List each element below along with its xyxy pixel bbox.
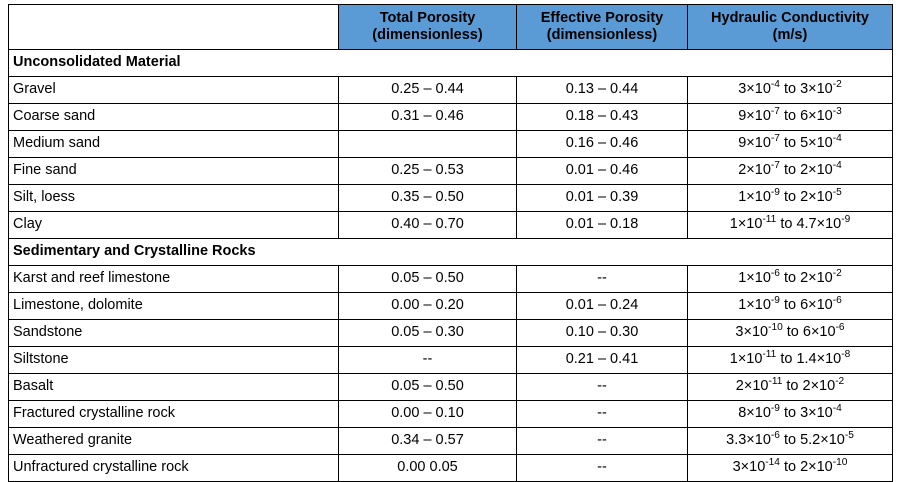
hydraulic-conductivity-value (688, 374, 893, 401)
k-high-exponent: -3 (832, 106, 842, 118)
k-high-mantissa: 3×10 (800, 405, 833, 422)
effective-porosity-value: -- (517, 455, 688, 482)
table-header (9, 5, 893, 50)
k-low-exponent: -10 (768, 322, 783, 334)
header-hydraulic-conductivity-line2: (m/s) (772, 27, 808, 43)
k-high-mantissa: 2×10 (800, 270, 833, 287)
material-name: Unfractured crystalline rock (9, 455, 339, 482)
total-porosity-value: 0.00 0.05 (339, 455, 517, 482)
k-low-exponent: -9 (770, 295, 780, 307)
header-total-porosity-line2: (dimensionless) (372, 27, 483, 43)
hydraulic-conductivity-value (688, 212, 893, 239)
k-low-exponent: -7 (770, 106, 780, 118)
table-body (9, 50, 893, 482)
material-name: Clay (9, 212, 339, 239)
total-porosity-value: 0.05 – 0.50 (339, 266, 517, 293)
hydraulic-conductivity-value (688, 320, 893, 347)
material-name: Limestone, dolomite (9, 293, 339, 320)
table-row (9, 212, 893, 239)
table-row (9, 347, 893, 374)
table-row (9, 158, 893, 185)
effective-porosity-value: -- (517, 374, 688, 401)
material-name: Karst and reef limestone (9, 266, 339, 293)
k-high-mantissa: 5×10 (800, 135, 833, 152)
hydraulic-conductivity-value (688, 266, 893, 293)
effective-porosity-value: 0.01 – 0.24 (517, 293, 688, 320)
k-high-mantissa: 6×10 (800, 108, 833, 125)
group-label: Unconsolidated Material (9, 50, 893, 77)
k-high-mantissa: 2×10 (800, 459, 833, 476)
k-low-mantissa: 8×10 (738, 405, 771, 422)
header-effective-porosity-line2: (dimensionless) (546, 27, 658, 43)
table-row (9, 320, 893, 347)
k-high-mantissa: 6×10 (800, 297, 833, 314)
k-high-mantissa: 4.7×10 (796, 216, 842, 233)
effective-porosity-value: 0.10 – 0.30 (517, 320, 688, 347)
k-low-exponent: -14 (765, 457, 780, 469)
k-high-mantissa: 2×10 (802, 378, 836, 395)
effective-porosity-value: 0.13 – 0.44 (517, 77, 688, 104)
material-name: Gravel (9, 77, 339, 104)
table-row (9, 455, 893, 482)
k-low-mantissa: 3.3×10 (726, 432, 771, 449)
k-low-mantissa: 9×10 (738, 108, 771, 125)
k-low-mantissa: 3×10 (735, 324, 769, 341)
header-total-porosity-line1: Total Porosity (379, 9, 476, 26)
hydraulic-conductivity-value (688, 455, 893, 482)
material-name: Siltstone (9, 347, 339, 374)
k-low-mantissa: 1×10 (729, 351, 763, 368)
k-high-mantissa: 2×10 (800, 189, 833, 206)
table-row (9, 266, 893, 293)
table-row (9, 131, 893, 158)
k-low-exponent: -7 (770, 133, 780, 145)
k-high-exponent: -6 (832, 295, 842, 307)
header-cell-effective-porosity (517, 5, 688, 50)
k-low-mantissa: 1×10 (729, 216, 763, 233)
table-row (9, 185, 893, 212)
total-porosity-value: 0.34 – 0.57 (339, 428, 517, 455)
group-label: Sedimentary and Crystalline Rocks (9, 239, 893, 266)
hydraulic-conductivity-value (688, 185, 893, 212)
header-effective-porosity-line1: Effective Porosity (540, 9, 664, 26)
k-range-separator: to (776, 351, 797, 368)
k-low-exponent: -9 (770, 403, 780, 415)
header-cell-material (9, 5, 339, 50)
k-high-exponent: -4 (832, 133, 842, 145)
table-header-row (9, 5, 893, 50)
k-low-mantissa: 2×10 (735, 378, 769, 395)
k-range-separator: to (779, 135, 801, 152)
k-low-exponent: -7 (770, 160, 780, 172)
effective-porosity-value: 0.21 – 0.41 (517, 347, 688, 374)
k-high-exponent: -2 (832, 79, 842, 91)
k-range-separator: to (779, 297, 801, 314)
k-high-exponent: -5 (844, 430, 854, 442)
material-name: Fractured crystalline rock (9, 401, 339, 428)
table-row (9, 293, 893, 320)
k-high-mantissa: 6×10 (802, 324, 836, 341)
total-porosity-value: 0.40 – 0.70 (339, 212, 517, 239)
k-low-mantissa: 2×10 (738, 162, 771, 179)
k-low-exponent: -11 (762, 214, 777, 226)
material-name: Fine sand (9, 158, 339, 185)
total-porosity-value: 0.00 – 0.20 (339, 293, 517, 320)
k-low-mantissa: 9×10 (738, 135, 771, 152)
hydraulic-conductivity-value (688, 158, 893, 185)
hydraulic-conductivity-value (688, 347, 893, 374)
effective-porosity-value: -- (517, 428, 688, 455)
material-name: Sandstone (9, 320, 339, 347)
aquifer-properties-table (8, 4, 893, 482)
hydraulic-conductivity-value (688, 401, 893, 428)
k-range-separator: to (779, 270, 801, 287)
material-name: Medium sand (9, 131, 339, 158)
k-high-exponent: -4 (832, 403, 842, 415)
hydraulic-conductivity-value (688, 293, 893, 320)
effective-porosity-value: 0.18 – 0.43 (517, 104, 688, 131)
k-high-exponent: -2 (832, 268, 842, 280)
material-name: Silt, loess (9, 185, 339, 212)
k-range-separator: to (779, 162, 801, 179)
material-name: Basalt (9, 374, 339, 401)
k-low-exponent: -9 (770, 187, 780, 199)
table-group-row (9, 50, 893, 77)
k-high-mantissa: 5.2×10 (800, 432, 845, 449)
k-low-exponent: -11 (762, 349, 777, 361)
k-low-mantissa: 1×10 (738, 297, 771, 314)
total-porosity-value: 0.05 – 0.50 (339, 374, 517, 401)
k-low-mantissa: 1×10 (738, 189, 771, 206)
k-low-mantissa: 3×10 (738, 81, 771, 98)
k-range-separator: to (779, 405, 801, 422)
effective-porosity-value: -- (517, 401, 688, 428)
k-high-exponent: -6 (835, 322, 845, 334)
k-high-exponent: -5 (832, 187, 842, 199)
k-high-exponent: -4 (832, 160, 842, 172)
header-cell-total-porosity (339, 5, 517, 50)
hydraulic-conductivity-value (688, 131, 893, 158)
k-high-exponent: -2 (835, 376, 845, 388)
table-row (9, 401, 893, 428)
effective-porosity-value: 0.01 – 0.46 (517, 158, 688, 185)
k-low-exponent: -4 (770, 79, 780, 91)
k-high-mantissa: 1.4×10 (796, 351, 842, 368)
hydraulic-conductivity-value (688, 104, 893, 131)
k-range-separator: to (779, 459, 801, 476)
total-porosity-value: 0.25 – 0.53 (339, 158, 517, 185)
k-low-exponent: -6 (770, 430, 780, 442)
total-porosity-value: 0.00 – 0.10 (339, 401, 517, 428)
header-hydraulic-conductivity-line1: Hydraulic Conductivity (711, 9, 869, 26)
table-row (9, 428, 893, 455)
table-row (9, 104, 893, 131)
total-porosity-value (339, 131, 517, 158)
k-range-separator: to (779, 81, 801, 98)
material-name: Coarse sand (9, 104, 339, 131)
total-porosity-value: 0.05 – 0.30 (339, 320, 517, 347)
table-row (9, 77, 893, 104)
total-porosity-value: 0.25 – 0.44 (339, 77, 517, 104)
hydraulic-conductivity-value (688, 428, 893, 455)
material-name: Weathered granite (9, 428, 339, 455)
table-group-row (9, 239, 893, 266)
effective-porosity-value: 0.01 – 0.39 (517, 185, 688, 212)
total-porosity-value: -- (339, 347, 517, 374)
effective-porosity-value: 0.01 – 0.18 (517, 212, 688, 239)
k-low-exponent: -6 (770, 268, 780, 280)
k-range-separator: to (776, 216, 797, 233)
k-range-separator: to (779, 432, 801, 449)
header-cell-hydraulic-conductivity (688, 5, 893, 50)
k-high-exponent: -10 (832, 457, 848, 469)
k-high-mantissa: 3×10 (800, 81, 833, 98)
k-low-mantissa: 3×10 (732, 459, 766, 476)
k-low-mantissa: 1×10 (738, 270, 771, 287)
k-low-exponent: -11 (768, 376, 783, 388)
k-range-separator: to (779, 108, 801, 125)
k-range-separator: to (779, 189, 801, 206)
hydraulic-conductivity-value (688, 77, 893, 104)
effective-porosity-value: -- (517, 266, 688, 293)
k-range-separator: to (782, 324, 803, 341)
k-high-mantissa: 2×10 (800, 162, 833, 179)
k-high-exponent: -9 (841, 214, 851, 226)
total-porosity-value: 0.35 – 0.50 (339, 185, 517, 212)
total-porosity-value: 0.31 – 0.46 (339, 104, 517, 131)
table-row (9, 374, 893, 401)
k-high-exponent: -8 (841, 349, 851, 361)
k-range-separator: to (782, 378, 803, 395)
effective-porosity-value: 0.16 – 0.46 (517, 131, 688, 158)
